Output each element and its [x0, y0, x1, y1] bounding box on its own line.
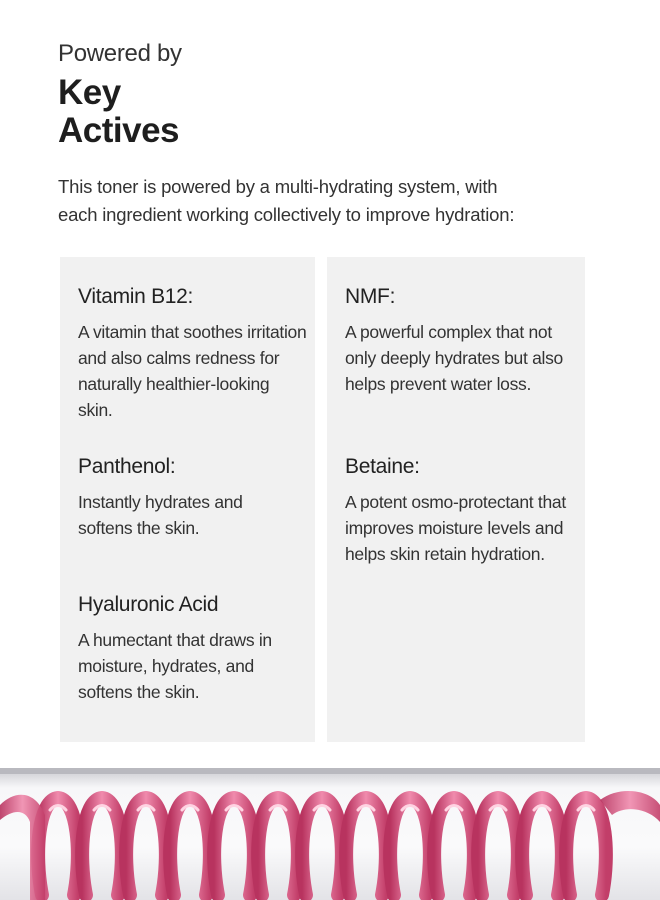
ingredient-betaine — [345, 455, 570, 567]
header — [58, 40, 182, 150]
ingredients-panel-right — [327, 257, 585, 742]
ingredient-nmf — [345, 285, 570, 397]
title-line-2: Actives — [58, 111, 180, 150]
page-title — [58, 74, 182, 150]
ingredient-name: Betaine: — [345, 455, 420, 478]
ingredient-description: Instantly hydrates and softens the skin. — [78, 492, 243, 538]
eyebrow-text: Powered by — [58, 40, 182, 67]
ingredients-panel-left — [60, 257, 315, 742]
ingredient-description: A humectant that draws in moisture, hydrates, and softens the skin. — [78, 630, 272, 702]
ingredient-description: A vitamin that soothes irritation and also calms redness for naturally healthier-looking skin. — [78, 322, 307, 420]
ingredient-panthenol — [78, 455, 278, 541]
ingredient-name: Hyaluronic Acid — [78, 593, 219, 616]
ingredient-name: Panthenol: — [78, 455, 176, 478]
tube-edge — [0, 768, 660, 774]
ingredient-name: NMF: — [345, 285, 396, 308]
title-line-1: Key — [58, 73, 121, 112]
ingredient-hyaluronic-acid — [78, 593, 278, 705]
intro-text: This toner is powered by a multi-hydrating system, with each ingredient working collectively to improve hydration: — [58, 176, 515, 225]
ingredient-description: A powerful complex that not only deeply hydrates but also helps prevent water loss. — [345, 322, 563, 394]
pink-spiral-tube-illustration — [0, 760, 660, 900]
ingredient-vitamin-b12 — [78, 285, 308, 423]
ingredient-description: A potent osmo-protectant that improves moisture levels and helps skin retain hydration. — [345, 492, 566, 564]
ingredient-name: Vitamin B12: — [78, 285, 194, 308]
